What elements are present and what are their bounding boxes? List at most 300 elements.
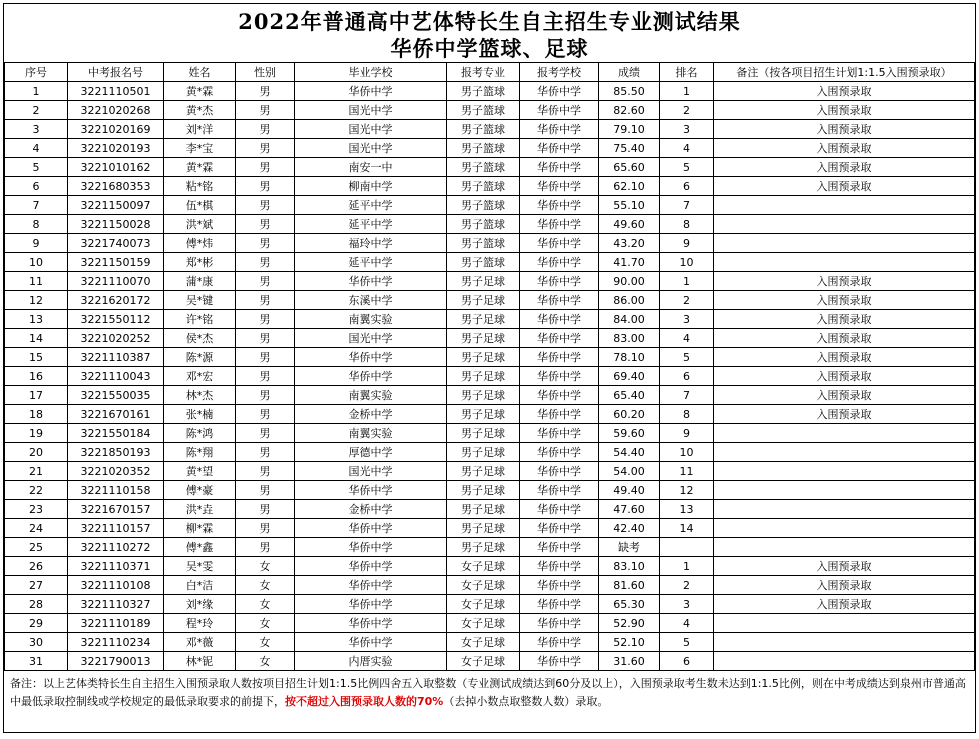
cell-graduate-school: 延平中学 [295,196,447,215]
cell-gender: 女 [236,633,295,652]
cell-gender: 男 [236,424,295,443]
cell-score: 41.70 [599,253,660,272]
cell-exam-id: 3221790013 [68,652,164,671]
cell-seq: 30 [5,633,68,652]
cell-rank: 3 [660,595,714,614]
cell-remark: 入围预录取 [714,291,975,310]
cell-seq: 19 [5,424,68,443]
cell-exam-id: 3221110501 [68,82,164,101]
cell-graduate-school: 国光中学 [295,120,447,139]
cell-name: 傅*鑫 [164,538,236,557]
cell-graduate-school: 柳南中学 [295,177,447,196]
cell-apply-school: 华侨中学 [520,196,599,215]
document-subtitle: 华侨中学篮球、足球 [390,36,589,61]
cell-remark: 入围预录取 [714,177,975,196]
cell-apply-school: 华侨中学 [520,443,599,462]
cell-name: 郑*彬 [164,253,236,272]
cell-rank: 6 [660,177,714,196]
cell-score: 43.20 [599,234,660,253]
cell-major: 男子足球 [447,462,520,481]
cell-remark [714,443,975,462]
cell-graduate-school: 华侨中学 [295,348,447,367]
cell-rank: 8 [660,405,714,424]
cell-major: 男子足球 [447,329,520,348]
header-seq: 序号 [5,63,68,82]
cell-remark [714,519,975,538]
cell-gender: 男 [236,253,295,272]
cell-major: 男子足球 [447,386,520,405]
cell-exam-id: 3221110272 [68,538,164,557]
cell-name: 邓*薇 [164,633,236,652]
cell-remark: 入围预录取 [714,120,975,139]
cell-apply-school: 华侨中学 [520,120,599,139]
cell-apply-school: 华侨中学 [520,253,599,272]
cell-score: 31.60 [599,652,660,671]
cell-gender: 女 [236,595,295,614]
cell-exam-id: 3221670157 [68,500,164,519]
cell-major: 男子篮球 [447,234,520,253]
cell-remark: 入围预录取 [714,595,975,614]
cell-gender: 男 [236,386,295,405]
table-row [5,253,975,272]
cell-major: 男子篮球 [447,177,520,196]
cell-exam-id: 3221680353 [68,177,164,196]
cell-gender: 女 [236,576,295,595]
cell-name: 柳*霖 [164,519,236,538]
cell-seq: 31 [5,652,68,671]
cell-remark: 入围预录取 [714,576,975,595]
cell-exam-id: 3221150159 [68,253,164,272]
cell-graduate-school: 延平中学 [295,215,447,234]
table-header-row [5,63,975,82]
cell-score: 缺考 [599,538,660,557]
cell-graduate-school: 华侨中学 [295,82,447,101]
cell-major: 男子足球 [447,367,520,386]
cell-apply-school: 华侨中学 [520,538,599,557]
cell-seq: 3 [5,120,68,139]
cell-apply-school: 华侨中学 [520,348,599,367]
cell-exam-id: 3221020352 [68,462,164,481]
cell-apply-school: 华侨中学 [520,158,599,177]
cell-graduate-school: 国光中学 [295,139,447,158]
cell-apply-school: 华侨中学 [520,652,599,671]
cell-rank: 14 [660,519,714,538]
cell-exam-id: 3221550184 [68,424,164,443]
cell-seq: 18 [5,405,68,424]
cell-name: 吴*键 [164,291,236,310]
cell-score: 78.10 [599,348,660,367]
cell-remark: 入围预录取 [714,557,975,576]
cell-rank: 1 [660,82,714,101]
cell-apply-school: 华侨中学 [520,405,599,424]
cell-remark [714,253,975,272]
cell-gender: 男 [236,215,295,234]
header-exam-id: 中考报名号 [68,63,164,82]
cell-exam-id: 3221020252 [68,329,164,348]
cell-major: 男子篮球 [447,139,520,158]
cell-exam-id: 3221620172 [68,291,164,310]
table-row [5,101,975,120]
cell-remark [714,481,975,500]
cell-rank: 7 [660,386,714,405]
cell-graduate-school: 华侨中学 [295,595,447,614]
cell-gender: 男 [236,196,295,215]
cell-seq: 15 [5,348,68,367]
cell-name: 邓*宏 [164,367,236,386]
cell-remark: 入围预录取 [714,310,975,329]
cell-remark [714,538,975,557]
cell-apply-school: 华侨中学 [520,500,599,519]
table-row [5,82,975,101]
cell-score: 55.10 [599,196,660,215]
cell-score: 49.60 [599,215,660,234]
cell-gender: 男 [236,462,295,481]
cell-exam-id: 3221110108 [68,576,164,595]
cell-major: 男子足球 [447,348,520,367]
cell-major: 男子篮球 [447,82,520,101]
cell-name: 侯*杰 [164,329,236,348]
cell-rank: 3 [660,120,714,139]
cell-major: 男子篮球 [447,253,520,272]
results-table [4,62,975,671]
cell-graduate-school: 福玲中学 [295,234,447,253]
header-major: 报考专业 [447,63,520,82]
cell-score: 83.00 [599,329,660,348]
cell-major: 男子篮球 [447,101,520,120]
cell-seq: 4 [5,139,68,158]
cell-exam-id: 3221150097 [68,196,164,215]
cell-name: 林*铌 [164,652,236,671]
cell-remark: 入围预录取 [714,139,975,158]
cell-remark: 入围预录取 [714,82,975,101]
cell-exam-id: 3221110387 [68,348,164,367]
cell-gender: 男 [236,310,295,329]
table-row [5,215,975,234]
table-row [5,120,975,139]
cell-major: 男子篮球 [447,215,520,234]
cell-graduate-school: 南翼实验 [295,310,447,329]
cell-name: 伍*棋 [164,196,236,215]
cell-remark: 入围预录取 [714,158,975,177]
cell-exam-id: 3221150028 [68,215,164,234]
cell-rank: 5 [660,633,714,652]
cell-name: 傅*豪 [164,481,236,500]
cell-score: 82.60 [599,101,660,120]
header-rank: 排名 [660,63,714,82]
header-name: 姓名 [164,63,236,82]
cell-seq: 9 [5,234,68,253]
cell-remark: 入围预录取 [714,329,975,348]
cell-score: 54.00 [599,462,660,481]
document-title: 2022年普通高中艺体特长生自主招生专业测试结果 [238,9,741,34]
cell-score: 83.10 [599,557,660,576]
cell-gender: 男 [236,158,295,177]
cell-rank: 2 [660,291,714,310]
footnote [4,671,975,711]
cell-name: 吴*雯 [164,557,236,576]
cell-seq: 28 [5,595,68,614]
cell-rank: 8 [660,215,714,234]
cell-rank: 6 [660,652,714,671]
table-row [5,481,975,500]
cell-graduate-school: 金桥中学 [295,500,447,519]
cell-name: 傅*炜 [164,234,236,253]
table-row [5,462,975,481]
cell-score: 81.60 [599,576,660,595]
cell-rank: 9 [660,234,714,253]
cell-remark [714,614,975,633]
cell-score: 65.30 [599,595,660,614]
cell-remark [714,500,975,519]
cell-exam-id: 3221110327 [68,595,164,614]
cell-score: 62.10 [599,177,660,196]
cell-apply-school: 华侨中学 [520,424,599,443]
table-row [5,158,975,177]
cell-exam-id: 3221850193 [68,443,164,462]
table-row [5,519,975,538]
cell-gender: 男 [236,348,295,367]
cell-graduate-school: 南翼实验 [295,386,447,405]
cell-apply-school: 华侨中学 [520,576,599,595]
cell-apply-school: 华侨中学 [520,82,599,101]
cell-seq: 24 [5,519,68,538]
cell-gender: 男 [236,519,295,538]
cell-apply-school: 华侨中学 [520,633,599,652]
table-row [5,538,975,557]
cell-seq: 8 [5,215,68,234]
cell-seq: 2 [5,101,68,120]
cell-rank: 3 [660,310,714,329]
cell-rank: 11 [660,462,714,481]
cell-major: 男子篮球 [447,158,520,177]
table-row [5,443,975,462]
cell-major: 男子篮球 [447,196,520,215]
cell-gender: 男 [236,82,295,101]
cell-gender: 男 [236,538,295,557]
cell-score: 54.40 [599,443,660,462]
cell-gender: 男 [236,405,295,424]
cell-name: 张*楠 [164,405,236,424]
cell-score: 69.40 [599,367,660,386]
table-row [5,595,975,614]
cell-name: 黄*霖 [164,158,236,177]
cell-score: 60.20 [599,405,660,424]
table-body [5,82,975,671]
cell-seq: 23 [5,500,68,519]
cell-seq: 25 [5,538,68,557]
cell-name: 洪*斌 [164,215,236,234]
cell-remark: 入围预录取 [714,101,975,120]
header-graduate-school: 毕业学校 [295,63,447,82]
cell-score: 52.10 [599,633,660,652]
cell-score: 84.00 [599,310,660,329]
cell-major: 女子足球 [447,576,520,595]
cell-graduate-school: 南翼实验 [295,424,447,443]
cell-graduate-school: 华侨中学 [295,614,447,633]
cell-major: 男子足球 [447,272,520,291]
table-row [5,234,975,253]
cell-major: 男子足球 [447,519,520,538]
table-row [5,329,975,348]
cell-apply-school: 华侨中学 [520,310,599,329]
cell-seq: 1 [5,82,68,101]
table-row [5,424,975,443]
cell-seq: 7 [5,196,68,215]
cell-rank: 12 [660,481,714,500]
cell-name: 林*杰 [164,386,236,405]
cell-graduate-school: 东溪中学 [295,291,447,310]
cell-name: 洪*垚 [164,500,236,519]
table-row [5,196,975,215]
cell-exam-id: 3221110158 [68,481,164,500]
cell-apply-school: 华侨中学 [520,614,599,633]
cell-gender: 女 [236,557,295,576]
cell-graduate-school: 华侨中学 [295,519,447,538]
cell-seq: 13 [5,310,68,329]
cell-name: 陈*源 [164,348,236,367]
cell-name: 刘*洋 [164,120,236,139]
cell-major: 男子足球 [447,500,520,519]
cell-exam-id: 3221020193 [68,139,164,158]
cell-apply-school: 华侨中学 [520,234,599,253]
cell-score: 90.00 [599,272,660,291]
cell-exam-id: 3221020169 [68,120,164,139]
cell-rank: 9 [660,424,714,443]
header-remark: 备注（按各项目招生计划1:1.5入围预录取） [714,63,975,82]
cell-score: 65.40 [599,386,660,405]
results-sheet [3,3,976,733]
cell-graduate-school: 金桥中学 [295,405,447,424]
cell-major: 男子足球 [447,310,520,329]
cell-gender: 男 [236,291,295,310]
table-row [5,367,975,386]
cell-gender: 男 [236,120,295,139]
cell-graduate-school: 华侨中学 [295,576,447,595]
cell-exam-id: 3221550112 [68,310,164,329]
cell-apply-school: 华侨中学 [520,481,599,500]
cell-major: 男子足球 [447,538,520,557]
cell-gender: 男 [236,367,295,386]
table-row [5,291,975,310]
cell-name: 程*玲 [164,614,236,633]
cell-score: 86.00 [599,291,660,310]
cell-seq: 5 [5,158,68,177]
cell-major: 男子足球 [447,424,520,443]
cell-gender: 男 [236,139,295,158]
table-row [5,348,975,367]
cell-name: 黄*望 [164,462,236,481]
cell-apply-school: 华侨中学 [520,462,599,481]
cell-gender: 男 [236,500,295,519]
cell-gender: 男 [236,481,295,500]
cell-seq: 29 [5,614,68,633]
cell-name: 李*宝 [164,139,236,158]
cell-exam-id: 3221740073 [68,234,164,253]
cell-exam-id: 3221110189 [68,614,164,633]
cell-seq: 11 [5,272,68,291]
cell-score: 79.10 [599,120,660,139]
cell-major: 男子足球 [447,405,520,424]
cell-apply-school: 华侨中学 [520,215,599,234]
cell-major: 女子足球 [447,633,520,652]
cell-remark [714,196,975,215]
cell-name: 粘*铭 [164,177,236,196]
cell-rank: 4 [660,614,714,633]
cell-exam-id: 3221110070 [68,272,164,291]
cell-rank: 2 [660,101,714,120]
cell-score: 85.50 [599,82,660,101]
cell-gender: 男 [236,272,295,291]
footnote-text: 备注：以上艺体类特长生自主招生入围预录取人数按项目招生计划1:1.5比例四舍五入取整数（专业测试成绩达到60分及以上），入围预录取考生数未达到1:1.5比例，则在中考成绩达到泉州市普通高中最低录取控制线或学校规定的最低录取要求的前提下， [10,677,966,708]
cell-rank: 6 [660,367,714,386]
cell-remark [714,652,975,671]
footnote-text-end: （去掉小数点取整数人数）录取。 [443,695,609,708]
cell-graduate-school: 国光中学 [295,462,447,481]
table-row [5,405,975,424]
cell-major: 男子足球 [447,481,520,500]
cell-rank: 10 [660,253,714,272]
cell-major: 女子足球 [447,614,520,633]
cell-major: 女子足球 [447,595,520,614]
cell-apply-school: 华侨中学 [520,595,599,614]
cell-gender: 男 [236,177,295,196]
cell-exam-id: 3221550035 [68,386,164,405]
cell-seq: 17 [5,386,68,405]
cell-remark [714,462,975,481]
cell-score: 42.40 [599,519,660,538]
cell-remark: 入围预录取 [714,348,975,367]
cell-graduate-school: 华侨中学 [295,557,447,576]
cell-name: 许*铭 [164,310,236,329]
cell-seq: 27 [5,576,68,595]
cell-graduate-school: 内厝实验 [295,652,447,671]
cell-apply-school: 华侨中学 [520,272,599,291]
cell-name: 黄*杰 [164,101,236,120]
cell-exam-id: 3221670161 [68,405,164,424]
cell-major: 女子足球 [447,652,520,671]
table-row [5,576,975,595]
cell-rank: 4 [660,139,714,158]
cell-apply-school: 华侨中学 [520,139,599,158]
cell-score: 47.60 [599,500,660,519]
cell-graduate-school: 华侨中学 [295,272,447,291]
cell-major: 女子足球 [447,557,520,576]
cell-apply-school: 华侨中学 [520,329,599,348]
cell-score: 52.90 [599,614,660,633]
cell-remark: 入围预录取 [714,405,975,424]
cell-seq: 10 [5,253,68,272]
cell-remark [714,424,975,443]
cell-gender: 男 [236,101,295,120]
cell-rank: 1 [660,557,714,576]
cell-rank: 10 [660,443,714,462]
cell-graduate-school: 国光中学 [295,329,447,348]
cell-seq: 16 [5,367,68,386]
cell-graduate-school: 华侨中学 [295,367,447,386]
cell-graduate-school: 延平中学 [295,253,447,272]
cell-rank: 7 [660,196,714,215]
cell-apply-school: 华侨中学 [520,557,599,576]
cell-seq: 14 [5,329,68,348]
header-gender: 性别 [236,63,295,82]
cell-name: 陈*鸿 [164,424,236,443]
cell-seq: 21 [5,462,68,481]
cell-apply-school: 华侨中学 [520,291,599,310]
cell-graduate-school: 华侨中学 [295,538,447,557]
table-row [5,633,975,652]
cell-score: 49.40 [599,481,660,500]
cell-remark: 入围预录取 [714,386,975,405]
